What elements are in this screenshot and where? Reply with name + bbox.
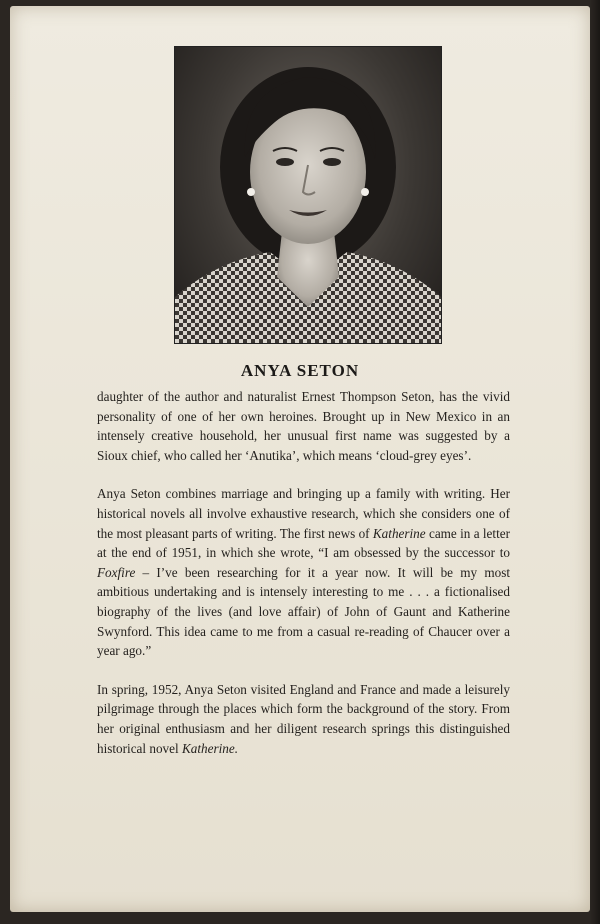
bio-paragraph-1: daughter of the author and naturalist Ernest Thompson Seton, has the vivid personality of one of her own heroines. Brought up in New Mexico in an intensely creative household, her unusual first name was suggested by a Sioux chief, who called her ‘Anutika’, which means ‘cloud-grey eyes’.: [97, 389, 510, 463]
book-jacket-back: [10, 6, 590, 912]
author-portrait-image: [175, 47, 441, 343]
jacket-edge-shadow: [590, 0, 600, 924]
author-biography: [97, 387, 510, 777]
author-portrait: [174, 46, 442, 344]
bio-paragraph-2: Anya Seton combines marriage and bringing up a family with writing. Her historical novels all involve exhaustive research, which she considers one of the most pleasant parts of writing. The first news of Katherine came in a letter at the end of 1951, in which she wrote, “I am obsessed by the successor to Foxfire – I’ve been researching for it a year now. It will be my most ambitious undertaking and is intensely interesting to me . . . a fictionalised biography of the lives (and love affair) of John of Gaunt and Katherine Swynford. This idea came to me from a casual re-reading of Chaucer over a year ago.”: [97, 486, 510, 659]
author-name-heading: ANYA SETON: [240, 361, 360, 380]
bio-paragraph-3: In spring, 1952, Anya Seton visited England and France and made a leisurely pilgrimage through the places which form the background of the story. From her original enthusiasm and her diligent research springs this distinguished historical novel Katherine.: [97, 681, 510, 756]
